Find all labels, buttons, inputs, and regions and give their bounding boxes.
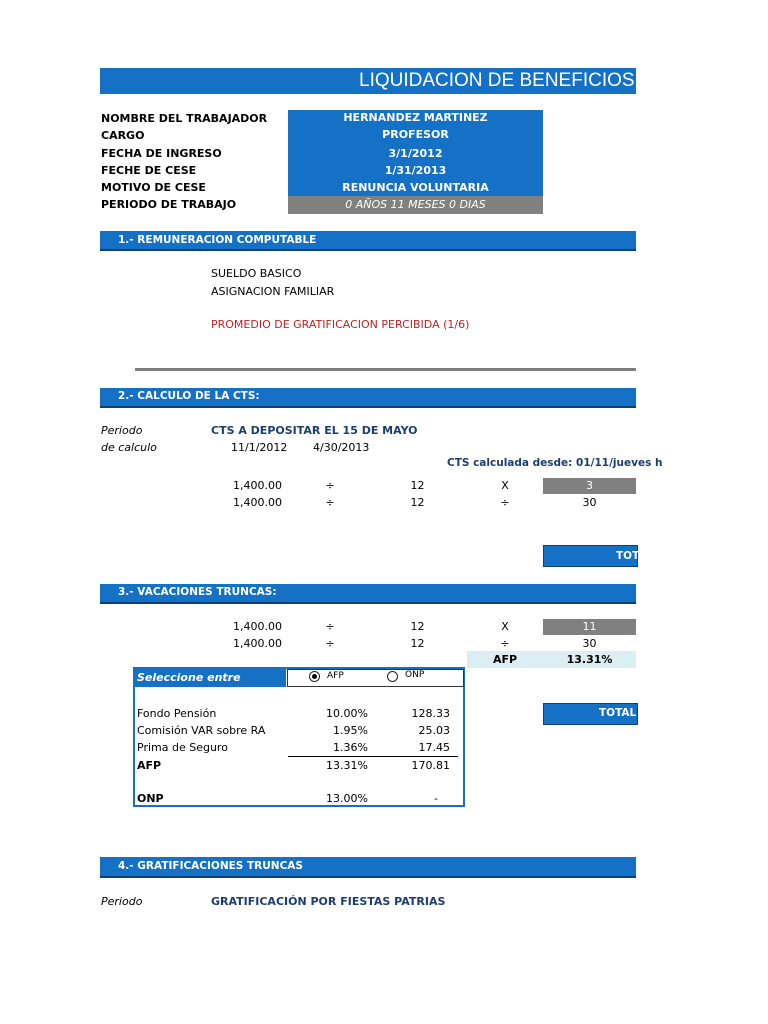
- radio-afp-dot: [312, 674, 317, 679]
- radio-onp[interactable]: [387, 671, 398, 682]
- cts-row1-op1: ÷: [325, 479, 335, 492]
- pension-row-fondo-rate: 10.00%: [326, 707, 368, 720]
- pension-total-divider: [288, 756, 458, 757]
- vac-row1-op1: ÷: [325, 620, 335, 633]
- de-calculo-label: de calculo: [101, 441, 157, 454]
- pension-row-prima-amount: 17.45: [418, 741, 450, 754]
- promedio-gratificacion-label: PROMEDIO DE GRATIFICACION PERCIBIDA (1/6): [211, 318, 470, 331]
- gratificacion-fiestas-patrias: GRATIFICACIÓN POR FIESTAS PATRIAS: [211, 895, 446, 908]
- value-cargo[interactable]: PROFESOR: [382, 128, 449, 141]
- vac-row2-op2: ÷: [500, 637, 510, 650]
- label-fecha-ingreso: FECHA DE INGRESO: [101, 147, 222, 160]
- cts-row1-op2: X: [501, 479, 509, 492]
- value-periodo-trabajo: 0 AÑOS 11 MESES 0 DIAS: [345, 198, 486, 211]
- radio-afp-label[interactable]: AFP: [327, 671, 344, 681]
- cts-row2-amount: 1,400.00: [233, 496, 282, 509]
- asignacion-familiar-label: ASIGNACION FAMILIAR: [211, 285, 335, 298]
- pension-row-comision-name: Comisión VAR sobre RA: [137, 724, 266, 737]
- afp-strip-label: AFP: [492, 653, 518, 666]
- cts-deposit-title: CTS A DEPOSITAR EL 15 DE MAYO: [211, 424, 418, 437]
- periodo-label: Periodo: [101, 424, 143, 437]
- cts-row2-div: 12: [410, 496, 425, 509]
- vac-row1-amount: 1,400.00: [233, 620, 282, 633]
- radio-afp[interactable]: [309, 671, 320, 682]
- label-nombre: NOMBRE DEL TRABAJADOR: [101, 112, 268, 125]
- selector-title: Seleccione entre: [137, 671, 241, 684]
- value-fecha-ingreso[interactable]: 3/1/2012: [388, 147, 443, 160]
- cts-date-from[interactable]: 11/1/2012: [231, 441, 288, 454]
- vac-row1-factor[interactable]: 11: [543, 619, 636, 635]
- cts-row1-amount: 1,400.00: [233, 479, 282, 492]
- afp-strip-rate: 13.31%: [566, 653, 613, 666]
- cts-date-to[interactable]: 4/30/2013: [313, 441, 370, 454]
- section1-divider: [135, 368, 636, 371]
- cts-row1-factor[interactable]: 3: [543, 478, 636, 494]
- pension-row-prima-rate: 1.36%: [333, 741, 368, 754]
- value-motivo-cese[interactable]: RENUNCIA VOLUNTARIA: [342, 181, 489, 194]
- pension-row-fondo-name: Fondo Pensión: [137, 707, 217, 720]
- section1-title: 1.- REMUNERACION COMPUTABLE: [118, 234, 317, 246]
- value-nombre[interactable]: HERNANDEZ MARTINEZ: [343, 111, 488, 124]
- label-fecha-cese: FECHE DE CESE: [101, 164, 197, 177]
- label-periodo-trabajo: PERIODO DE TRABAJO: [101, 198, 237, 211]
- vac-row2-op1: ÷: [325, 637, 335, 650]
- page-title: LIQUIDACION DE BENEFICIOS: [359, 70, 635, 91]
- cts-calculated-from: CTS calculada desde: 01/11/jueves h: [447, 457, 663, 469]
- value-fecha-cese[interactable]: 1/31/2013: [384, 164, 447, 177]
- section4-title: 4.- GRATIFICACIONES TRUNCAS: [118, 860, 303, 872]
- section2-title: 2.- CALCULO DE LA CTS:: [118, 390, 260, 402]
- cts-row2-op2: ÷: [500, 496, 510, 509]
- pension-onp-name: ONP: [137, 792, 164, 805]
- pension-row-prima-name: Prima de Seguro: [137, 741, 228, 754]
- section4-periodo-label: Periodo: [101, 895, 143, 908]
- cts-row2-op1: ÷: [325, 496, 335, 509]
- vac-row2-factor: 30: [582, 637, 597, 650]
- label-motivo-cese: MOTIVO DE CESE: [101, 181, 206, 194]
- cts-row2-factor: 30: [582, 496, 597, 509]
- radio-onp-label[interactable]: ONP: [405, 670, 425, 680]
- pension-afp-amount: 170.81: [411, 759, 450, 772]
- cts-row1-div: 12: [410, 479, 425, 492]
- pension-afp-name: AFP: [137, 759, 162, 772]
- pension-afp-rate: 13.31%: [326, 759, 368, 772]
- pension-row-comision-amount: 25.03: [418, 724, 450, 737]
- pension-onp-rate: 13.00%: [326, 792, 368, 805]
- vac-row1-op2: X: [501, 620, 509, 633]
- vac-row1-div: 12: [410, 620, 425, 633]
- section3-title: 3.- VACACIONES TRUNCAS:: [118, 586, 277, 598]
- pension-onp-amount: -: [434, 792, 438, 805]
- label-cargo: CARGO: [101, 129, 145, 142]
- vacaciones-total-label: TOTAL: [599, 707, 637, 719]
- pension-selector-panel: [133, 667, 465, 807]
- vac-row2-div: 12: [410, 637, 425, 650]
- pension-row-comision-rate: 1.95%: [333, 724, 368, 737]
- cts-total-label: TOT: [616, 550, 640, 562]
- pension-row-fondo-amount: 128.33: [411, 707, 450, 720]
- vac-row2-amount: 1,400.00: [233, 637, 282, 650]
- sueldo-basico-label: SUELDO BASICO: [211, 267, 302, 280]
